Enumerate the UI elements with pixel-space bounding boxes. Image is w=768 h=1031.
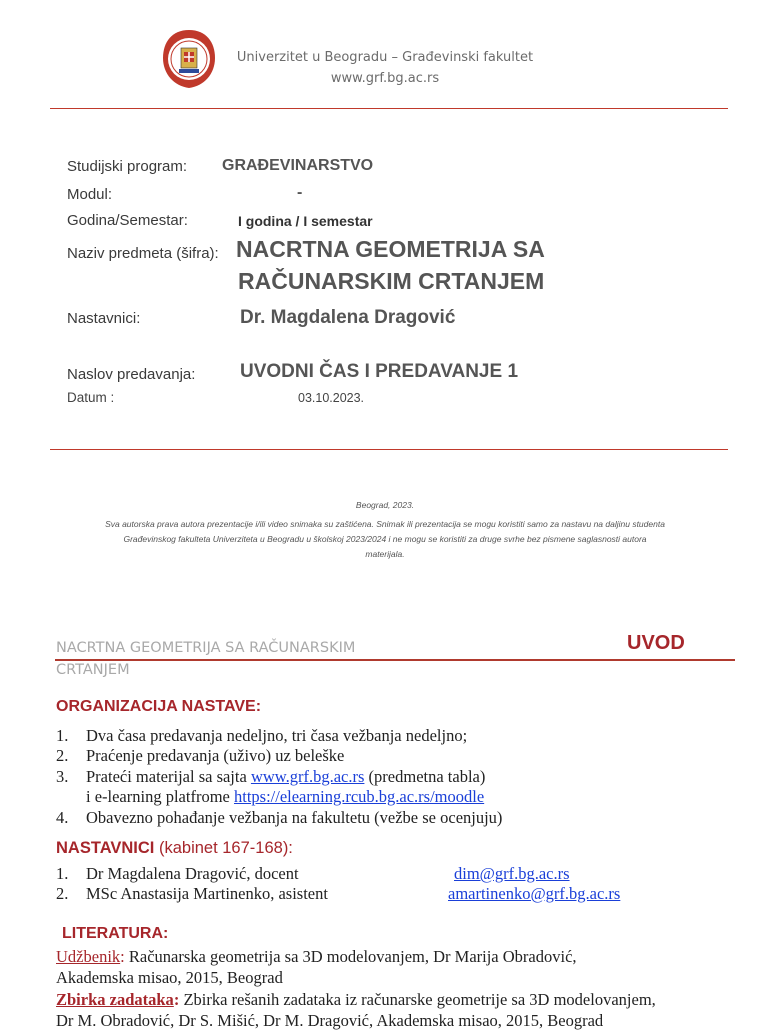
footer-copyright-line3: materijala. [365,549,405,559]
org-item-number: 1. [56,726,69,745]
godina-value: I godina / I semestar [238,213,373,229]
udzbenik-label: Udžbenik [56,947,121,966]
header-website: www.grf.bg.ac.rs [330,71,440,86]
program-label: Studijski program: [67,158,188,175]
godina-label: Godina/Semestar: [67,212,188,229]
naslov-value: UVODNI ČAS I PREDAVANJE 1 [240,361,519,382]
nastavnici-heading [56,839,293,858]
grf-website-link[interactable]: www.grf.bg.ac.rs [250,767,365,786]
assistant-email-link[interactable]: amartinenko@grf.bg.ac.rs [448,884,621,903]
datum-value: 03.10.2023. [298,391,365,405]
info-divider [50,449,728,450]
organizacija-heading: ORGANIZACIJA NASTAVE: [56,698,262,715]
modul-value: - [297,184,303,201]
predmet-label: Naziv predmeta (šifra): [67,245,219,262]
elearning-link[interactable]: https://elearning.rcub.bg.ac.rs/moodle [233,787,485,806]
header-divider [50,108,728,109]
org-item-text: Dva časa predavanja nedeljno, tri časa vežbanja nedeljno; [86,726,468,745]
udzbenik-line1: Udžbenik: Računarska geometrija sa 3D modelovanjem, Dr Marija Obradović, [56,947,577,966]
footer-place-year: Beograd, 2023. [355,500,415,510]
org-item-3-continued [56,787,484,807]
zbirka-label: Zbirka zadataka [56,990,174,1009]
org-item-text: Obavezno pohađanje vežbanja na fakultetu (vežbe se ocenjuju) [86,808,503,827]
datum-label: Datum : [67,390,115,405]
footer-copyright-line2: Građevinskog fakulteta Univerziteta u Beogradu u školskoj 2023/2024 i ne mogu se koristiti za druge svrhe bez pismene saglasnosti autora [123,534,647,544]
org-item-number: 4. [56,808,69,827]
program-value: GRAĐEVINARSTVO [222,157,374,174]
org-item-3 [56,767,485,787]
zbirka-text: Zbirka rešanih zadataka iz računarske geometrije sa 3D modelovanjem, [183,990,656,1009]
predmet-line1: NACRTNA GEOMETRIJA SA [236,236,545,262]
org-item-number: 3. [56,767,69,786]
teacher-row-2 [56,884,328,904]
teacher-row-1 [56,864,299,884]
nastavnici-heading-label: NASTAVNICI [56,839,155,857]
udzbenik-line2: Akademska misao, 2015, Beograd [56,968,283,987]
org-item-4 [56,808,502,828]
udzbenik-text: Računarska geometrija sa 3D modelovanjem, Dr Marija Obradović, [128,947,577,966]
teacher-number: 1. [56,864,69,883]
org-item-2 [56,746,344,766]
nastavnici-label: Nastavnici: [67,310,141,327]
org-item-text: Prateći materijal sa sajta [86,767,251,786]
nastavnici-value: Dr. Magdalena Dragović [240,307,456,328]
section-title: UVOD [627,632,685,654]
teacher-name: Dr Magdalena Dragović, docent [86,864,299,883]
nastavnici-room: (kabinet 167-168): [154,839,293,857]
zbirka-line2: Dr M. Obradović, Dr S. Mišić, Dr M. Dragović, Akademska misao, 2015, Beograd [56,1011,604,1030]
predmet-line2: RAČUNARSKIM CRTANJEM [238,268,545,294]
literatura-heading: LITERATURA: [62,925,169,942]
teacher-email-link[interactable]: dim@grf.bg.ac.rs [454,864,570,883]
org-item-number: 2. [56,746,69,765]
teacher-number: 2. [56,884,69,903]
org-item-text: i e-learning platfrome [86,787,234,806]
org-item-text-after: (predmetna tabla) [364,767,486,786]
course-title-line1: NACRTNA GEOMETRIJA SA RAČUNARSKIM [56,640,356,656]
zbirka-line1: Zbirka zadataka: Zbirka rešanih zadataka iz računarske geometrije sa 3D modelovanjem, [56,990,656,1009]
course-title-line2: CRTANJEM [56,662,130,678]
org-item-1 [56,726,467,746]
footer-copyright-line1: Sva autorska prava autora prezentacije i/ili video snimaka su zaštićena. Snimak ili prezentacija se mogu koristiti samo za nastavu na daljinu studenta [105,519,665,529]
header-university: Univerzitet u Beogradu – Građevinski fakultet [236,50,534,65]
naslov-label: Naslov predavanja: [67,366,196,383]
slide-divider [55,659,735,661]
teacher-name: MSc Anastasija Martinenko, asistent [86,884,328,903]
modul-label: Modul: [67,186,113,203]
org-item-text: Praćenje predavanja (uživo) uz beleške [86,746,345,765]
